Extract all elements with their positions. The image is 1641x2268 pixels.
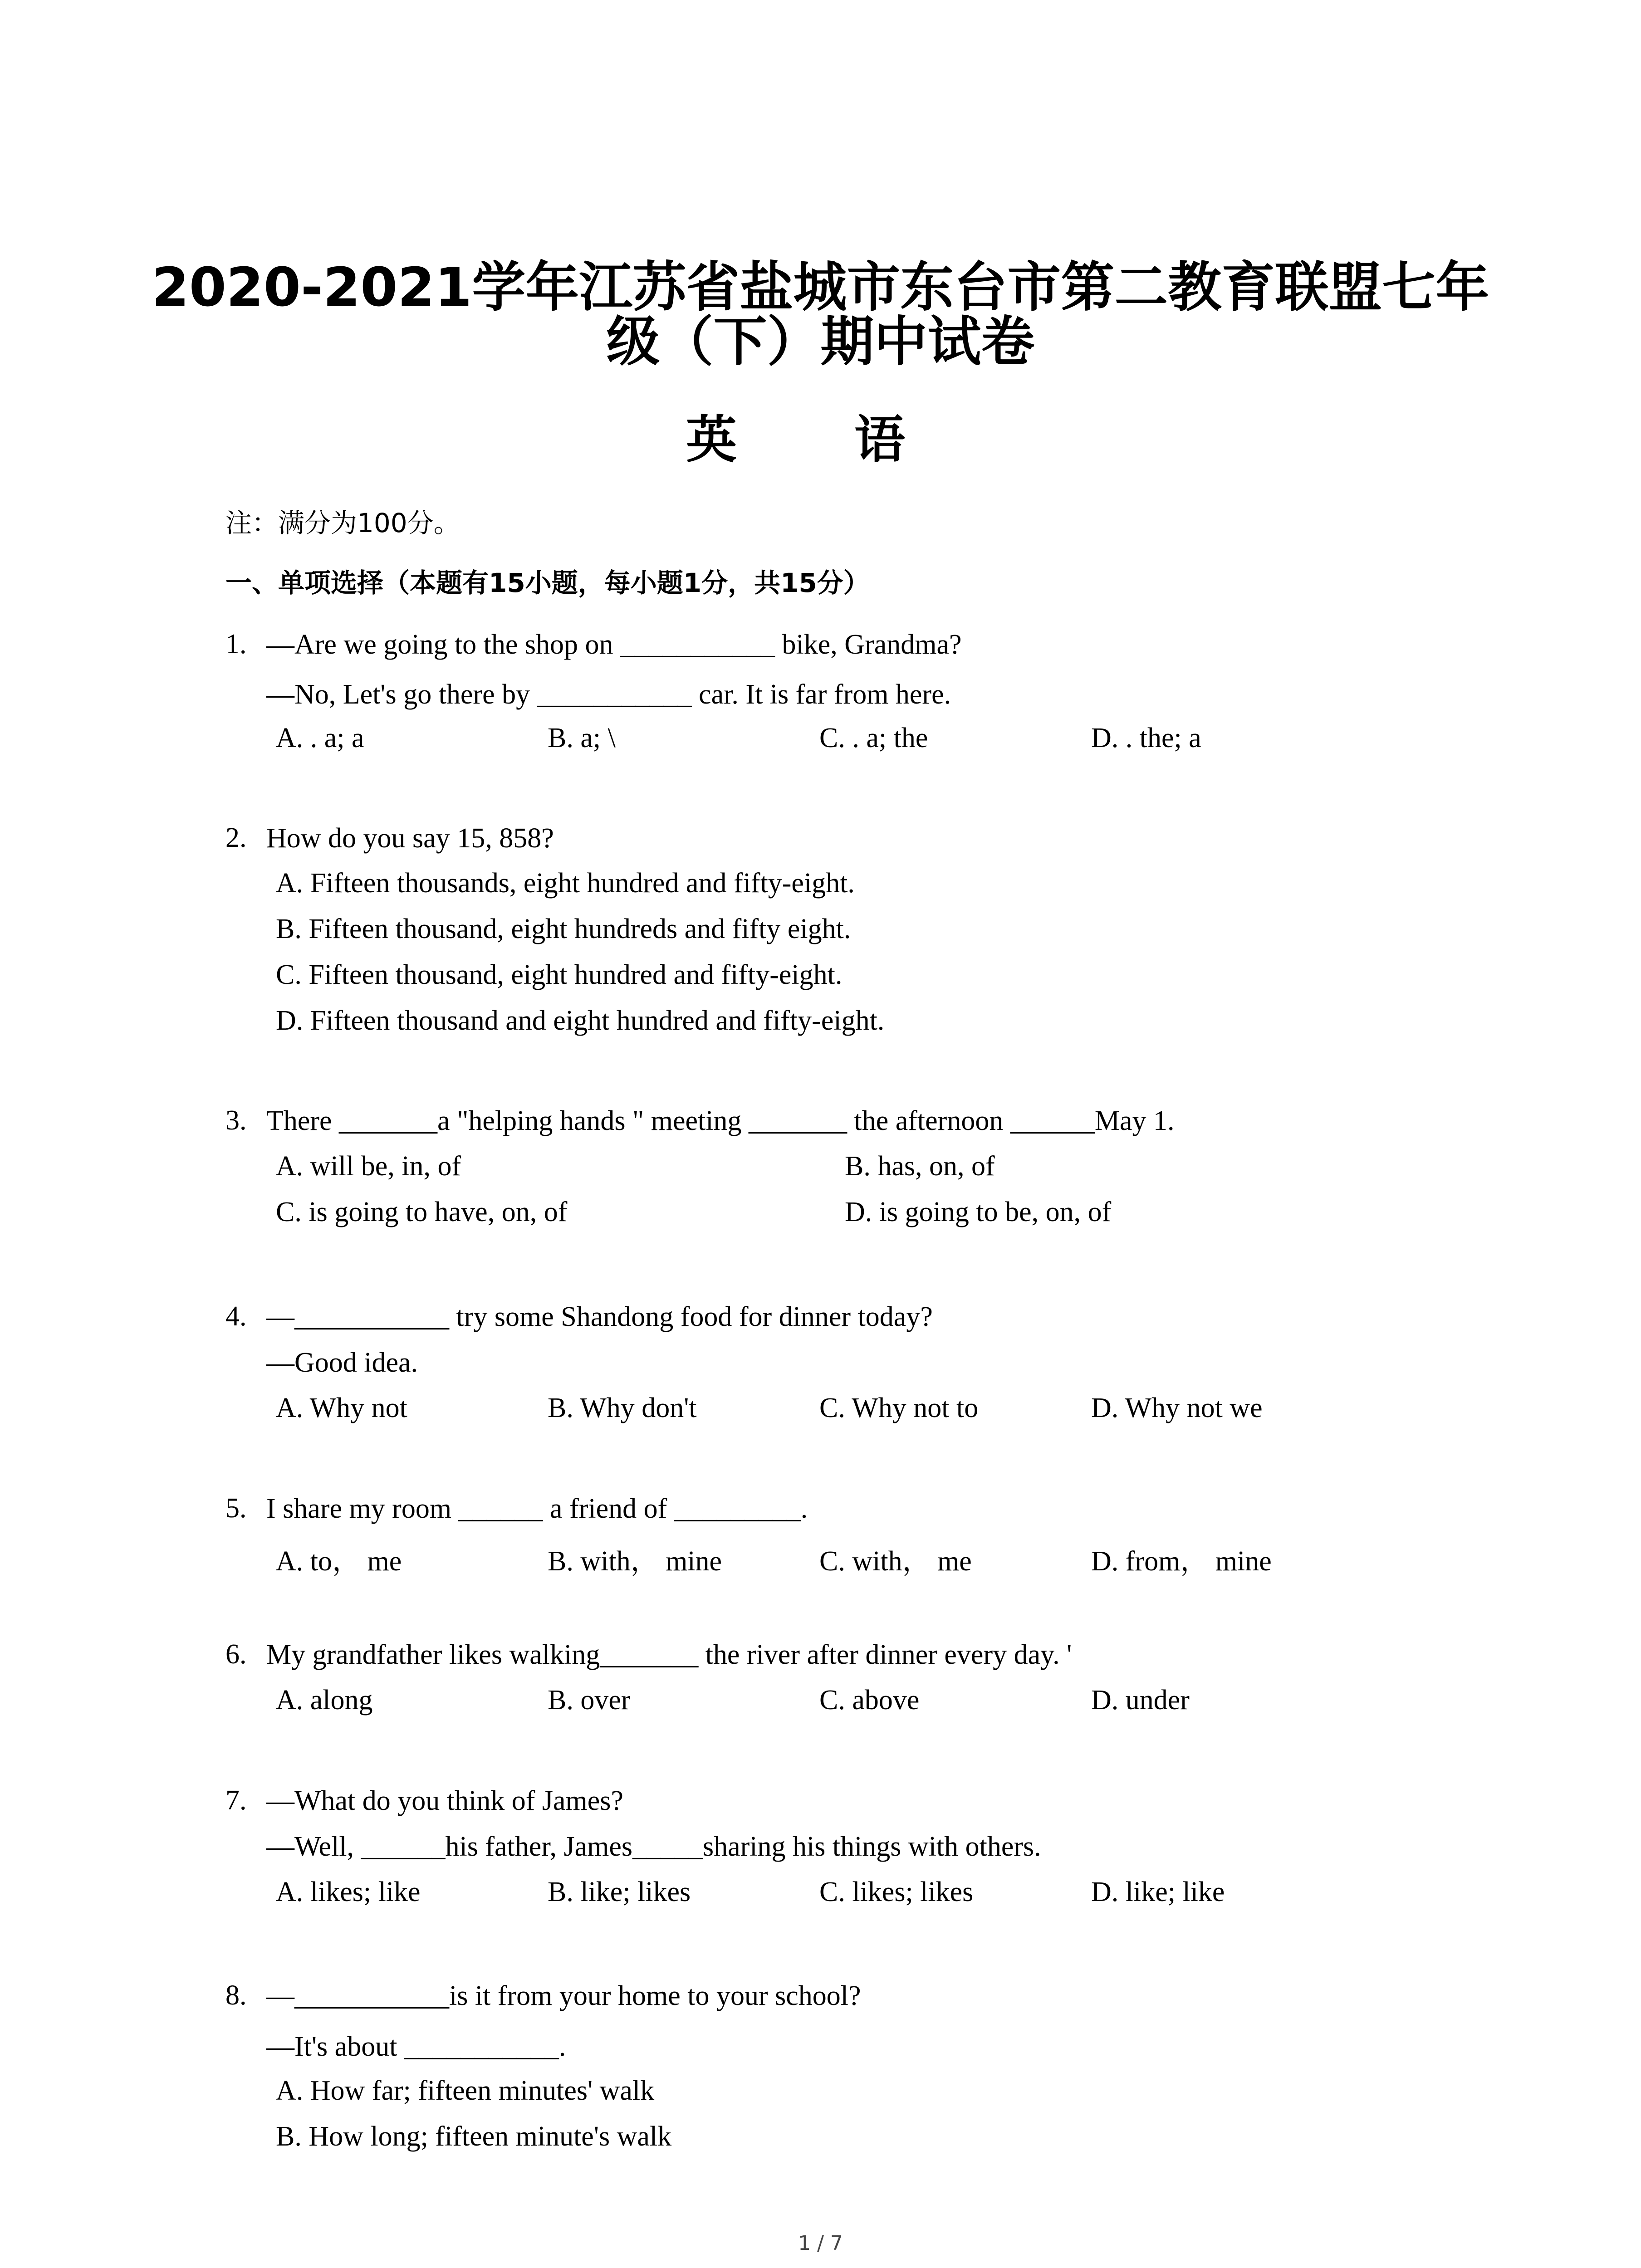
option-a[interactable]: A. Fifteen thousands, eight hundred and fifty-eight. [276, 868, 855, 899]
option-d[interactable]: D. . the; a [1091, 723, 1201, 753]
question-text: —Well, ______his father, James_____sharing his things with others. [266, 1831, 1041, 1862]
score-note: 注：满分为100分。 [225, 508, 460, 538]
question-text: There _______a "helping hands " meeting _______ the afternoon ______May 1. [266, 1105, 1175, 1136]
option-a[interactable]: A. along [276, 1685, 373, 1716]
subject-title: 英 语 [686, 410, 955, 469]
page-number: 1 / 7 [798, 2232, 843, 2255]
question-text: —What do you think of James? [266, 1785, 623, 1816]
option-c[interactable]: C. Why not to [819, 1393, 979, 1423]
question-number: 7. [225, 1785, 247, 1816]
question-number: 4. [225, 1301, 247, 1332]
question-text: My grandfather likes walking_______ the river after dinner every day. ' [266, 1639, 1072, 1670]
option-c[interactable]: C. likes; likes [819, 1877, 974, 1907]
question-number: 1. [225, 629, 247, 660]
option-d[interactable]: D. like; like [1091, 1877, 1225, 1907]
option-c[interactable]: C. is going to have, on, of [276, 1197, 568, 1227]
question-number: 3. [225, 1105, 247, 1136]
option-d[interactable]: D. from， mine [1091, 1546, 1272, 1577]
question-number: 5. [225, 1493, 247, 1524]
option-b[interactable]: B. has, on, of [845, 1151, 995, 1182]
option-b[interactable]: B. Fifteen thousand, eight hundreds and fifty eight. [276, 914, 851, 944]
option-d[interactable]: D. Why not we [1091, 1393, 1263, 1423]
question-text: —___________is it from your home to your school? [266, 1980, 861, 2011]
option-b[interactable]: B. over [548, 1685, 631, 1716]
section-heading: 一、单项选择（本题有15小题，每小题1分，共15分） [225, 567, 870, 598]
option-d[interactable]: D. under [1091, 1685, 1190, 1716]
option-a[interactable]: A. will be, in, of [276, 1151, 461, 1182]
question-text: —___________ try some Shandong food for dinner today? [266, 1301, 933, 1332]
option-b[interactable]: B. Why don't [548, 1393, 697, 1423]
option-b[interactable]: B. How long; fifteen minute's walk [276, 2121, 672, 2152]
option-c[interactable]: C. above [819, 1685, 920, 1716]
question-text: —No, Let's go there by ___________ car. It is far from here. [266, 679, 951, 710]
option-a[interactable]: A. to， me [276, 1546, 402, 1577]
option-a[interactable]: A. How far; fifteen minutes' walk [276, 2075, 655, 2106]
question-text: I share my room ______ a friend of _________. [266, 1493, 808, 1524]
option-c[interactable]: C. Fifteen thousand, eight hundred and fifty-eight. [276, 959, 843, 990]
question-number: 6. [225, 1639, 247, 1670]
option-b[interactable]: B. with， mine [548, 1546, 722, 1577]
question-text: How do you say 15, 858? [266, 823, 554, 854]
question-number: 2. [225, 822, 247, 853]
option-a[interactable]: A. . a; a [276, 723, 364, 753]
exam-title-line1: 2020-2021学年江苏省盐城市东台市第二教育联盟七年 [152, 256, 1489, 318]
option-c[interactable]: C. with， me [819, 1546, 972, 1577]
option-b[interactable]: B. a; \ [548, 723, 616, 753]
question-text: —It's about ___________. [266, 2031, 566, 2062]
exam-title-line2: 级（下）期中试卷 [606, 310, 1035, 373]
question-text: —Are we going to the shop on ___________ bike, Grandma? [266, 629, 962, 660]
option-a[interactable]: A. Why not [276, 1393, 407, 1423]
option-b[interactable]: B. like; likes [548, 1877, 691, 1907]
option-a[interactable]: A. likes; like [276, 1877, 421, 1907]
question-text: —Good idea. [266, 1347, 418, 1378]
option-c[interactable]: C. . a; the [819, 723, 928, 753]
question-number: 8. [225, 1980, 247, 2011]
option-d[interactable]: D. is going to be, on, of [845, 1197, 1112, 1227]
option-d[interactable]: D. Fifteen thousand and eight hundred and fifty-eight. [276, 1005, 885, 1036]
